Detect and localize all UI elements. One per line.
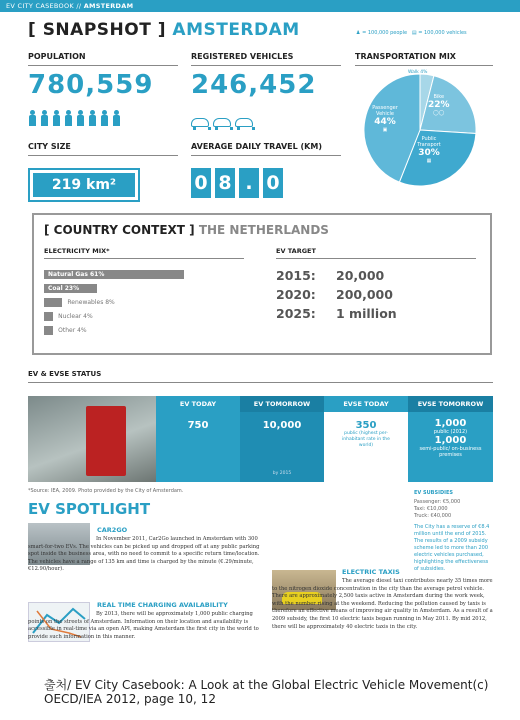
target-count: 20,000	[336, 268, 385, 283]
pt-name: Public Transport	[417, 136, 441, 148]
car-icon: ▤	[411, 30, 417, 36]
person-icon	[100, 110, 109, 126]
status-col-ev-tomorrow	[240, 396, 324, 482]
casebook-title: EV CITY CASEBOOK	[6, 2, 74, 10]
divider	[28, 65, 178, 66]
vehicle-icons	[191, 112, 257, 131]
bike-name: Bike	[433, 94, 445, 100]
mix-bar	[44, 284, 97, 293]
bike-icon: ◯◯	[433, 110, 445, 116]
pv-pct: 44%	[374, 117, 396, 127]
public-transport-slice-label	[414, 136, 444, 164]
car2go-text: In November 2011, Car2Go launched in Amsterdam with 300 smart-for-two EVs. The vehicles can be picked up and dropped off at any public parking spot inside the business area, with no need to commit to a specific return time/location. The vehicles have a range of 135 km and time is charged by the minute (€.29/minute, €12.90/hour).	[28, 536, 260, 573]
status-head: EVSE TODAY	[324, 396, 408, 412]
target-year: 2020:	[276, 287, 316, 302]
source-caption-line1: 출처/ EV City Casebook: A Look at the Global Electric Vehicle Movement(c)	[44, 678, 489, 692]
header-separator: //	[76, 2, 82, 10]
travel-digit: 0	[191, 168, 211, 198]
population-label: POPULATION	[28, 52, 86, 61]
population-people-icons	[28, 110, 124, 130]
electricity-mix-label: ELECTRICITY MIX*	[44, 247, 110, 255]
status-value: 1,000	[434, 418, 467, 429]
header-city: AMSTERDAM	[83, 2, 134, 10]
car-icon	[213, 118, 231, 127]
population-value: 780,559	[28, 70, 154, 100]
status-label: EV & EVSE STATUS	[28, 370, 102, 378]
target-year: 2015:	[276, 268, 316, 283]
city-size-box	[28, 168, 140, 202]
train-icon: ▦	[426, 158, 432, 164]
target-count: 200,000	[336, 287, 393, 302]
divider	[276, 258, 476, 259]
mix-bar	[44, 298, 62, 307]
travel-label: AVERAGE DAILY TRAVEL (KM)	[191, 142, 322, 151]
divider	[191, 65, 341, 66]
person-icon: ♟	[356, 30, 361, 36]
rtca-text: By 2013, there will be approximately 1,000 public charging points on the streets of Amsterdam. Information on their location and availability is accessible in real-time via an open API, making Amsterdam the first city in the world to provide such information in this manner.	[28, 611, 259, 640]
subsidies-note: The City has a reserve of €8.4 million until the end of 2015. The results of a 2009 subsidy scheme led to more than 200 electric vehicles purchased, highlighting the effectiveness of subsidies.	[414, 524, 490, 572]
travel-digit: 0	[263, 168, 283, 198]
target-row	[276, 268, 476, 287]
city-size-label: CITY SIZE	[28, 142, 71, 151]
travel-digit: .	[239, 168, 259, 198]
status-col-evse-tomorrow	[408, 396, 493, 482]
city-size-value: 219 km²	[33, 173, 135, 197]
divider	[191, 155, 341, 156]
travel-digit: 8	[215, 168, 235, 198]
walk-label: Walk 4%	[408, 70, 428, 75]
ev-target-label: EV TARGET	[276, 247, 316, 255]
status-head: EV TODAY	[156, 396, 240, 412]
taxi-heading: ELECTRIC TAXIS	[342, 568, 400, 576]
subsidies-panel	[414, 490, 494, 573]
mix-bar	[44, 326, 53, 335]
subsidy-item: Taxi: €10,000	[414, 506, 448, 512]
context-country: THE NETHERLANDS	[198, 223, 329, 237]
subsidy-item: Passenger: €5,000	[414, 499, 461, 505]
rtca-heading: REAL TIME CHARGING AVAILABILITY	[97, 601, 228, 609]
pt-pct: 30%	[418, 148, 440, 158]
legend-vehicles: = 100,000 vehicles	[418, 30, 467, 36]
ev-target-list	[276, 268, 476, 325]
status-head: EV TOMORROW	[240, 396, 324, 412]
mix-label: Renewables 8%	[67, 299, 115, 306]
source-caption-line2: OECD/IEA 2012, page 10, 12	[44, 692, 216, 706]
car2go-heading: CAR2GO	[97, 526, 128, 534]
context-title	[44, 223, 329, 237]
status-col-ev-today	[156, 396, 240, 431]
charging-station-image	[86, 406, 126, 476]
status-value: 350	[355, 420, 377, 431]
person-icon	[28, 110, 37, 126]
header-bar	[0, 0, 520, 12]
status-col-evse-today	[324, 396, 408, 482]
divider	[28, 382, 493, 383]
status-sub: by 2015	[272, 471, 292, 476]
divider	[355, 65, 493, 66]
divider	[28, 155, 178, 156]
mix-label: Other 4%	[58, 327, 87, 334]
target-row	[276, 306, 476, 325]
snapshot-city: AMSTERDAM	[172, 20, 300, 40]
status-sub: public (2012)	[433, 429, 468, 435]
mix-label: Nuclear 4%	[58, 313, 93, 320]
bike-slice-label	[428, 94, 450, 116]
snapshot-title	[28, 20, 300, 40]
travel-digits	[191, 168, 287, 198]
vehicles-label: REGISTERED VEHICLES	[191, 52, 294, 61]
vehicles-value: 246,452	[191, 70, 317, 100]
target-year: 2025:	[276, 306, 316, 321]
context-bracket: [ COUNTRY CONTEXT ]	[44, 223, 195, 237]
status-sub: public (highest per-inhabitant rate in the world)	[342, 431, 390, 448]
subsidies-heading: EV SUBSIDIES	[414, 490, 453, 496]
person-icon	[52, 110, 61, 126]
legend-people: = 100,000 people	[362, 30, 408, 36]
person-icon	[40, 110, 49, 126]
mix-bar	[44, 270, 184, 279]
car-icon	[235, 118, 253, 127]
unit-legend	[356, 30, 467, 36]
status-head: EVSE TOMORROW	[408, 396, 493, 412]
status-value: 750	[187, 420, 209, 431]
bike-pct: 22%	[428, 100, 450, 110]
person-icon	[88, 110, 97, 126]
person-icon	[112, 110, 121, 126]
spotlight-title: EV SPOTLIGHT	[28, 500, 151, 518]
status-value: 10,000	[262, 420, 302, 431]
status-value: 1,000	[434, 435, 467, 446]
target-row	[276, 287, 476, 306]
status-sub: semi-public/ on-business premises	[419, 446, 482, 458]
charging-station-photo	[28, 396, 156, 482]
taxi-text: The average diesel taxi contributes nearly 35 times more to the nitrogen dioxide concentration in the city than the average petrol vehicle. There are approximately 2,500 taxis active in Amsterdam during the work week, with the number rising at the weekend. Reducing the pollution caused by taxis is therefore an effective means of improving air quality in Amsterdam. As a result of a 2009 subsidy, the first 10 electric taxis began running in May 2011. By mid 2012, there will be approximately 40 electric taxis in the city.	[272, 578, 493, 630]
person-icon	[76, 110, 85, 126]
passenger-slice-label	[370, 105, 400, 133]
mix-bar	[44, 312, 53, 321]
mix-label: Coal 23%	[48, 285, 80, 292]
target-count: 1 million	[336, 306, 397, 321]
transport-label: TRANSPORTATION MIX	[355, 52, 456, 61]
snapshot-bracket: [ SNAPSHOT ]	[28, 20, 166, 40]
mix-label: Natural Gas 61%	[48, 271, 105, 278]
car-icon: ▣	[382, 127, 388, 133]
status-source: *Source: IEA, 2009. Photo provided by the City of Amsterdam.	[28, 488, 184, 494]
person-icon	[64, 110, 73, 126]
country-context-panel	[32, 213, 492, 355]
status-table	[156, 396, 493, 482]
pv-name: Passenger Vehicle	[372, 105, 398, 117]
car-icon	[191, 118, 209, 127]
divider	[44, 258, 244, 259]
mix-row	[44, 326, 87, 345]
subsidy-item: Truck: €40,000	[414, 513, 452, 519]
